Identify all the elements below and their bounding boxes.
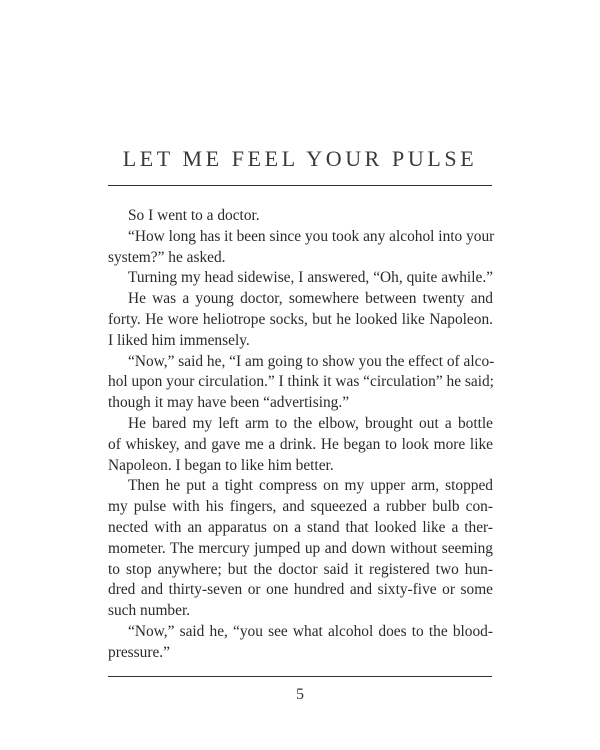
text-line: nected with an apparatus on a stand that looked like a ther- <box>108 518 493 536</box>
text-line: system?” he asked. <box>108 248 226 266</box>
text-line: to stop anywhere; but the doctor said it registered two hun- <box>108 560 493 578</box>
text-line: He bared my left arm to the elbow, brought out a bottle <box>128 414 493 432</box>
text-line: So I went to a doctor. <box>128 207 260 224</box>
text-line: Napoleon. I began to like him better. <box>108 456 334 474</box>
chapter-body-text <box>108 206 493 664</box>
text-line: Turning my head sidewise, I answered, “Oh, quite awhile.” <box>128 269 493 287</box>
text-line: my pulse with his fingers, and squeezed a rubber bulb con- <box>108 498 493 516</box>
text-line: mometer. The mercury jumped up and down without seeming <box>108 539 493 557</box>
header-divider <box>108 185 492 186</box>
text-line: “Now,” said he, “you see what alcohol does to the blood- <box>128 622 493 640</box>
text-line: “How long has it been since you took any alcohol into your <box>128 227 495 245</box>
text-line: dred and thirty-seven or one hundred and sixty-five or some <box>108 581 493 599</box>
text-line: Then he put a tight compress on my upper arm, stopped <box>128 477 493 495</box>
text-line: such number. <box>108 602 191 620</box>
text-line: pressure.” <box>108 643 170 661</box>
text-line: “Now,” said he, “I am going to show you the effect of alco- <box>128 352 495 370</box>
page-number: 5 <box>296 686 304 703</box>
text-line: forty. He wore heliotrope socks, but he looked like Napoleon. <box>108 310 493 328</box>
footer-divider <box>108 676 492 677</box>
text-line: though it may have been “advertising.” <box>108 394 350 412</box>
text-line: He was a young doctor, somewhere between twenty and <box>128 290 493 308</box>
text-line: of whiskey, and gave me a drink. He began to look more like <box>108 435 493 453</box>
text-line: I liked him immensely. <box>108 331 250 349</box>
chapter-title: LET ME FEEL YOUR PULSE <box>122 146 478 171</box>
text-line: hol upon your circulation.” I think it was “circulation” he said; <box>108 373 494 391</box>
